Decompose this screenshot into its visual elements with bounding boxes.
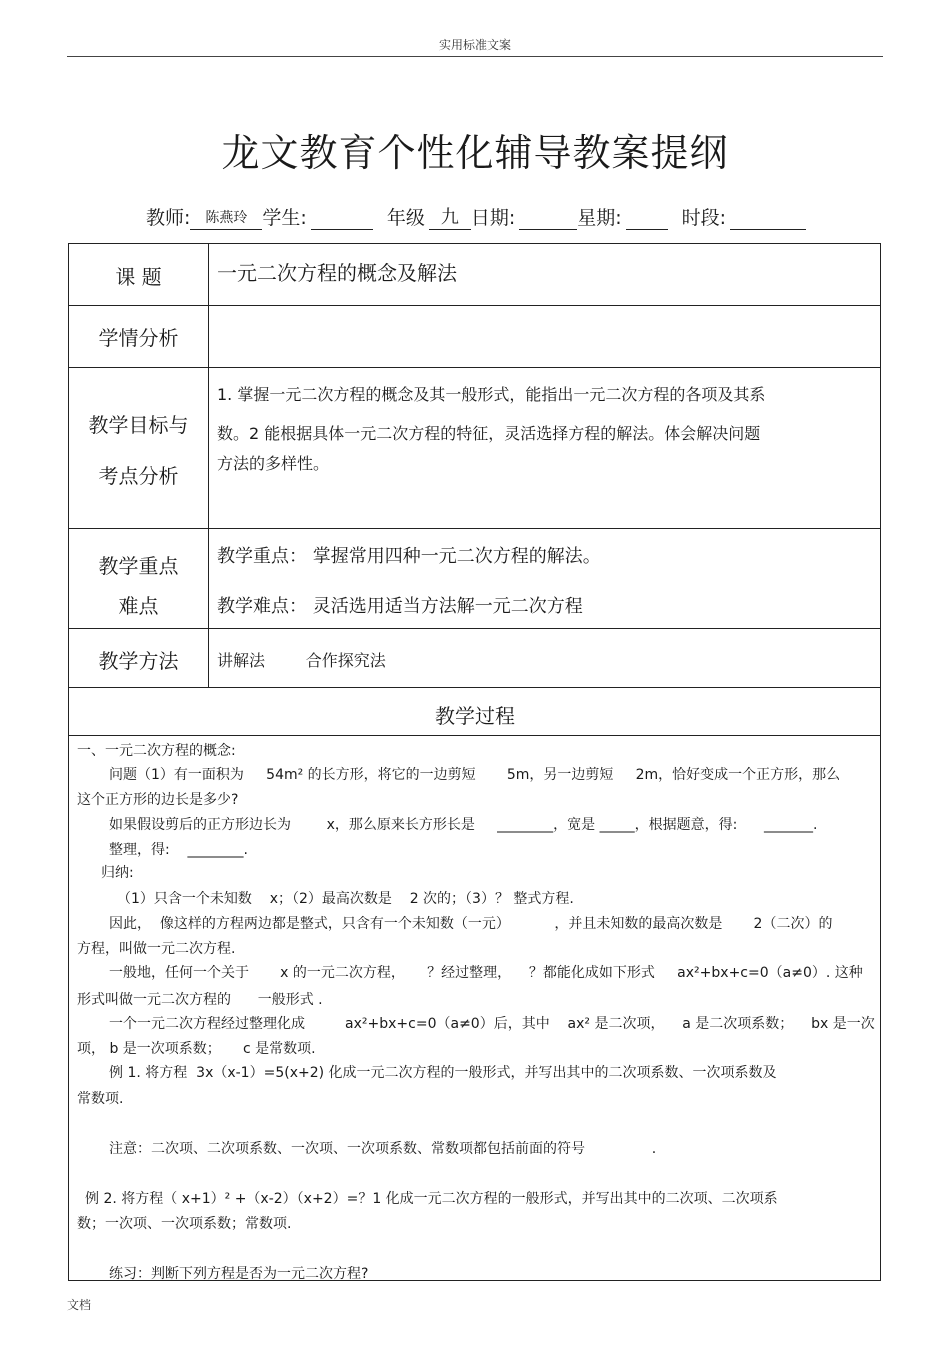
process-line: 整理，得: ________.	[109, 842, 248, 858]
goals-label-1: 教学目标与	[88, 413, 189, 437]
date-label: 日期:	[470, 207, 516, 229]
process-line: 问题（1）有一面积为 54m² 的长方形，将它的一边剪短 5m，另一边剪短 2m，恰好变成一个正方形，那么	[109, 767, 841, 783]
process-line: 项， b 是一次项系数； c 是常数项.	[77, 1041, 316, 1057]
goals-line-2: 数。2 能根据具体一元二次方程的特征，灵活选择方程的解法。体会解决问题	[217, 424, 761, 443]
goals-line-1: 1. 掌握一元二次方程的概念及其一般形式，能指出一元二次方程的各项及其系	[217, 385, 766, 404]
weekday-field[interactable]	[626, 207, 668, 230]
topic-label: 课 题	[115, 265, 162, 289]
header-rule	[67, 56, 883, 57]
process-line: 归纳:	[101, 865, 134, 881]
teacher-label: 教师:	[146, 207, 191, 229]
date-field[interactable]	[519, 207, 577, 230]
row-divider	[68, 367, 881, 368]
student-field[interactable]	[311, 207, 373, 230]
page-footer: 文档	[67, 1298, 92, 1312]
method-label: 教学方法	[98, 649, 179, 673]
row-divider	[68, 687, 881, 688]
row-divider	[68, 305, 881, 306]
grade-label: 年级	[386, 207, 425, 229]
process-line: 练习：判断下列方程是否为一元二次方程?	[109, 1266, 369, 1282]
process-line: 这个正方形的边长是多少?	[77, 792, 239, 808]
process-line: 形式叫做一元二次方程的 一般形式 .	[77, 992, 323, 1008]
process-line: 一个一元二次方程经过整理化成 ax²+bx+c=0（a≠0）后，其中 ax² 是二次项， a 是二次项系数； bx 是一次	[109, 1016, 875, 1032]
process-line: 因此， 像这样的方程两边都是整式，只含有一个未知数（一元） ，并且未知数的最高次数是 2（二次）的	[109, 916, 833, 932]
info-row	[146, 203, 806, 230]
process-line: 一、一元二次方程的概念:	[77, 743, 236, 759]
weekday-label: 星期:	[577, 207, 622, 229]
row-divider	[68, 735, 881, 736]
process-line: 注意：二次项、二次项系数、一次项、一次项系数、常数项都包括前面的符号 .	[109, 1141, 657, 1157]
column-divider	[208, 243, 209, 687]
grade-field[interactable]: 九	[429, 207, 471, 230]
teacher-field[interactable]: 陈燕玲	[190, 207, 262, 230]
process-line: 如果假设剪后的正方形边长为 x，那么原来长方形长是 ________，宽是 _____，根据题意，得: _______.	[109, 817, 818, 833]
row-divider	[68, 528, 881, 529]
process-line: 方程，叫做一元二次方程.	[77, 941, 236, 957]
method-value: 讲解法 合作探究法	[217, 651, 386, 670]
goals-line-3: 方法的多样性。	[217, 454, 330, 473]
process-line: 常数项.	[77, 1091, 124, 1107]
process-line: 一般地，任何一个关于 x 的一元二次方程， ？经过整理， ？都能化成如下形式 ax²+bx+c=0（a≠0）. 这种	[109, 965, 863, 981]
key-point: 教学重点： 掌握常用四种一元二次方程的解法。	[217, 546, 601, 567]
page-title: 龙文教育个性化辅导教案提纲	[221, 131, 729, 175]
process-line: （1）只含一个未知数 x；（2）最高次数是 2 次的；（3）？ 整式方程.	[117, 891, 574, 907]
row-divider	[68, 628, 881, 629]
difficult-point: 教学难点： 灵活选用适当方法解一元二次方程	[217, 596, 583, 617]
period-field[interactable]	[730, 207, 806, 230]
student-label: 学生:	[262, 207, 307, 229]
process-title: 教学过程	[435, 704, 515, 728]
analysis-label: 学情分析	[98, 326, 179, 350]
process-line: 例 2. 将方程（ x+1）² +（x-2）（x+2）=？1 化成一元二次方程的一般形式，并写出其中的二次项、二次项系	[85, 1191, 778, 1207]
page-header: 实用标准文案	[438, 38, 511, 52]
goals-label-2: 考点分析	[98, 464, 179, 488]
process-line: 数；一次项、一次项系数；常数项.	[77, 1216, 292, 1232]
key-label-1: 教学重点	[98, 554, 179, 578]
process-line: 例 1. 将方程 3x（x-1）=5(x+2) 化成一元二次方程的一般形式，并写出其中的二次项系数、一次项系数及	[109, 1065, 777, 1081]
key-label-2: 难点	[118, 594, 159, 618]
period-label: 时段:	[681, 207, 727, 229]
topic-value: 一元二次方程的概念及解法	[217, 261, 457, 285]
